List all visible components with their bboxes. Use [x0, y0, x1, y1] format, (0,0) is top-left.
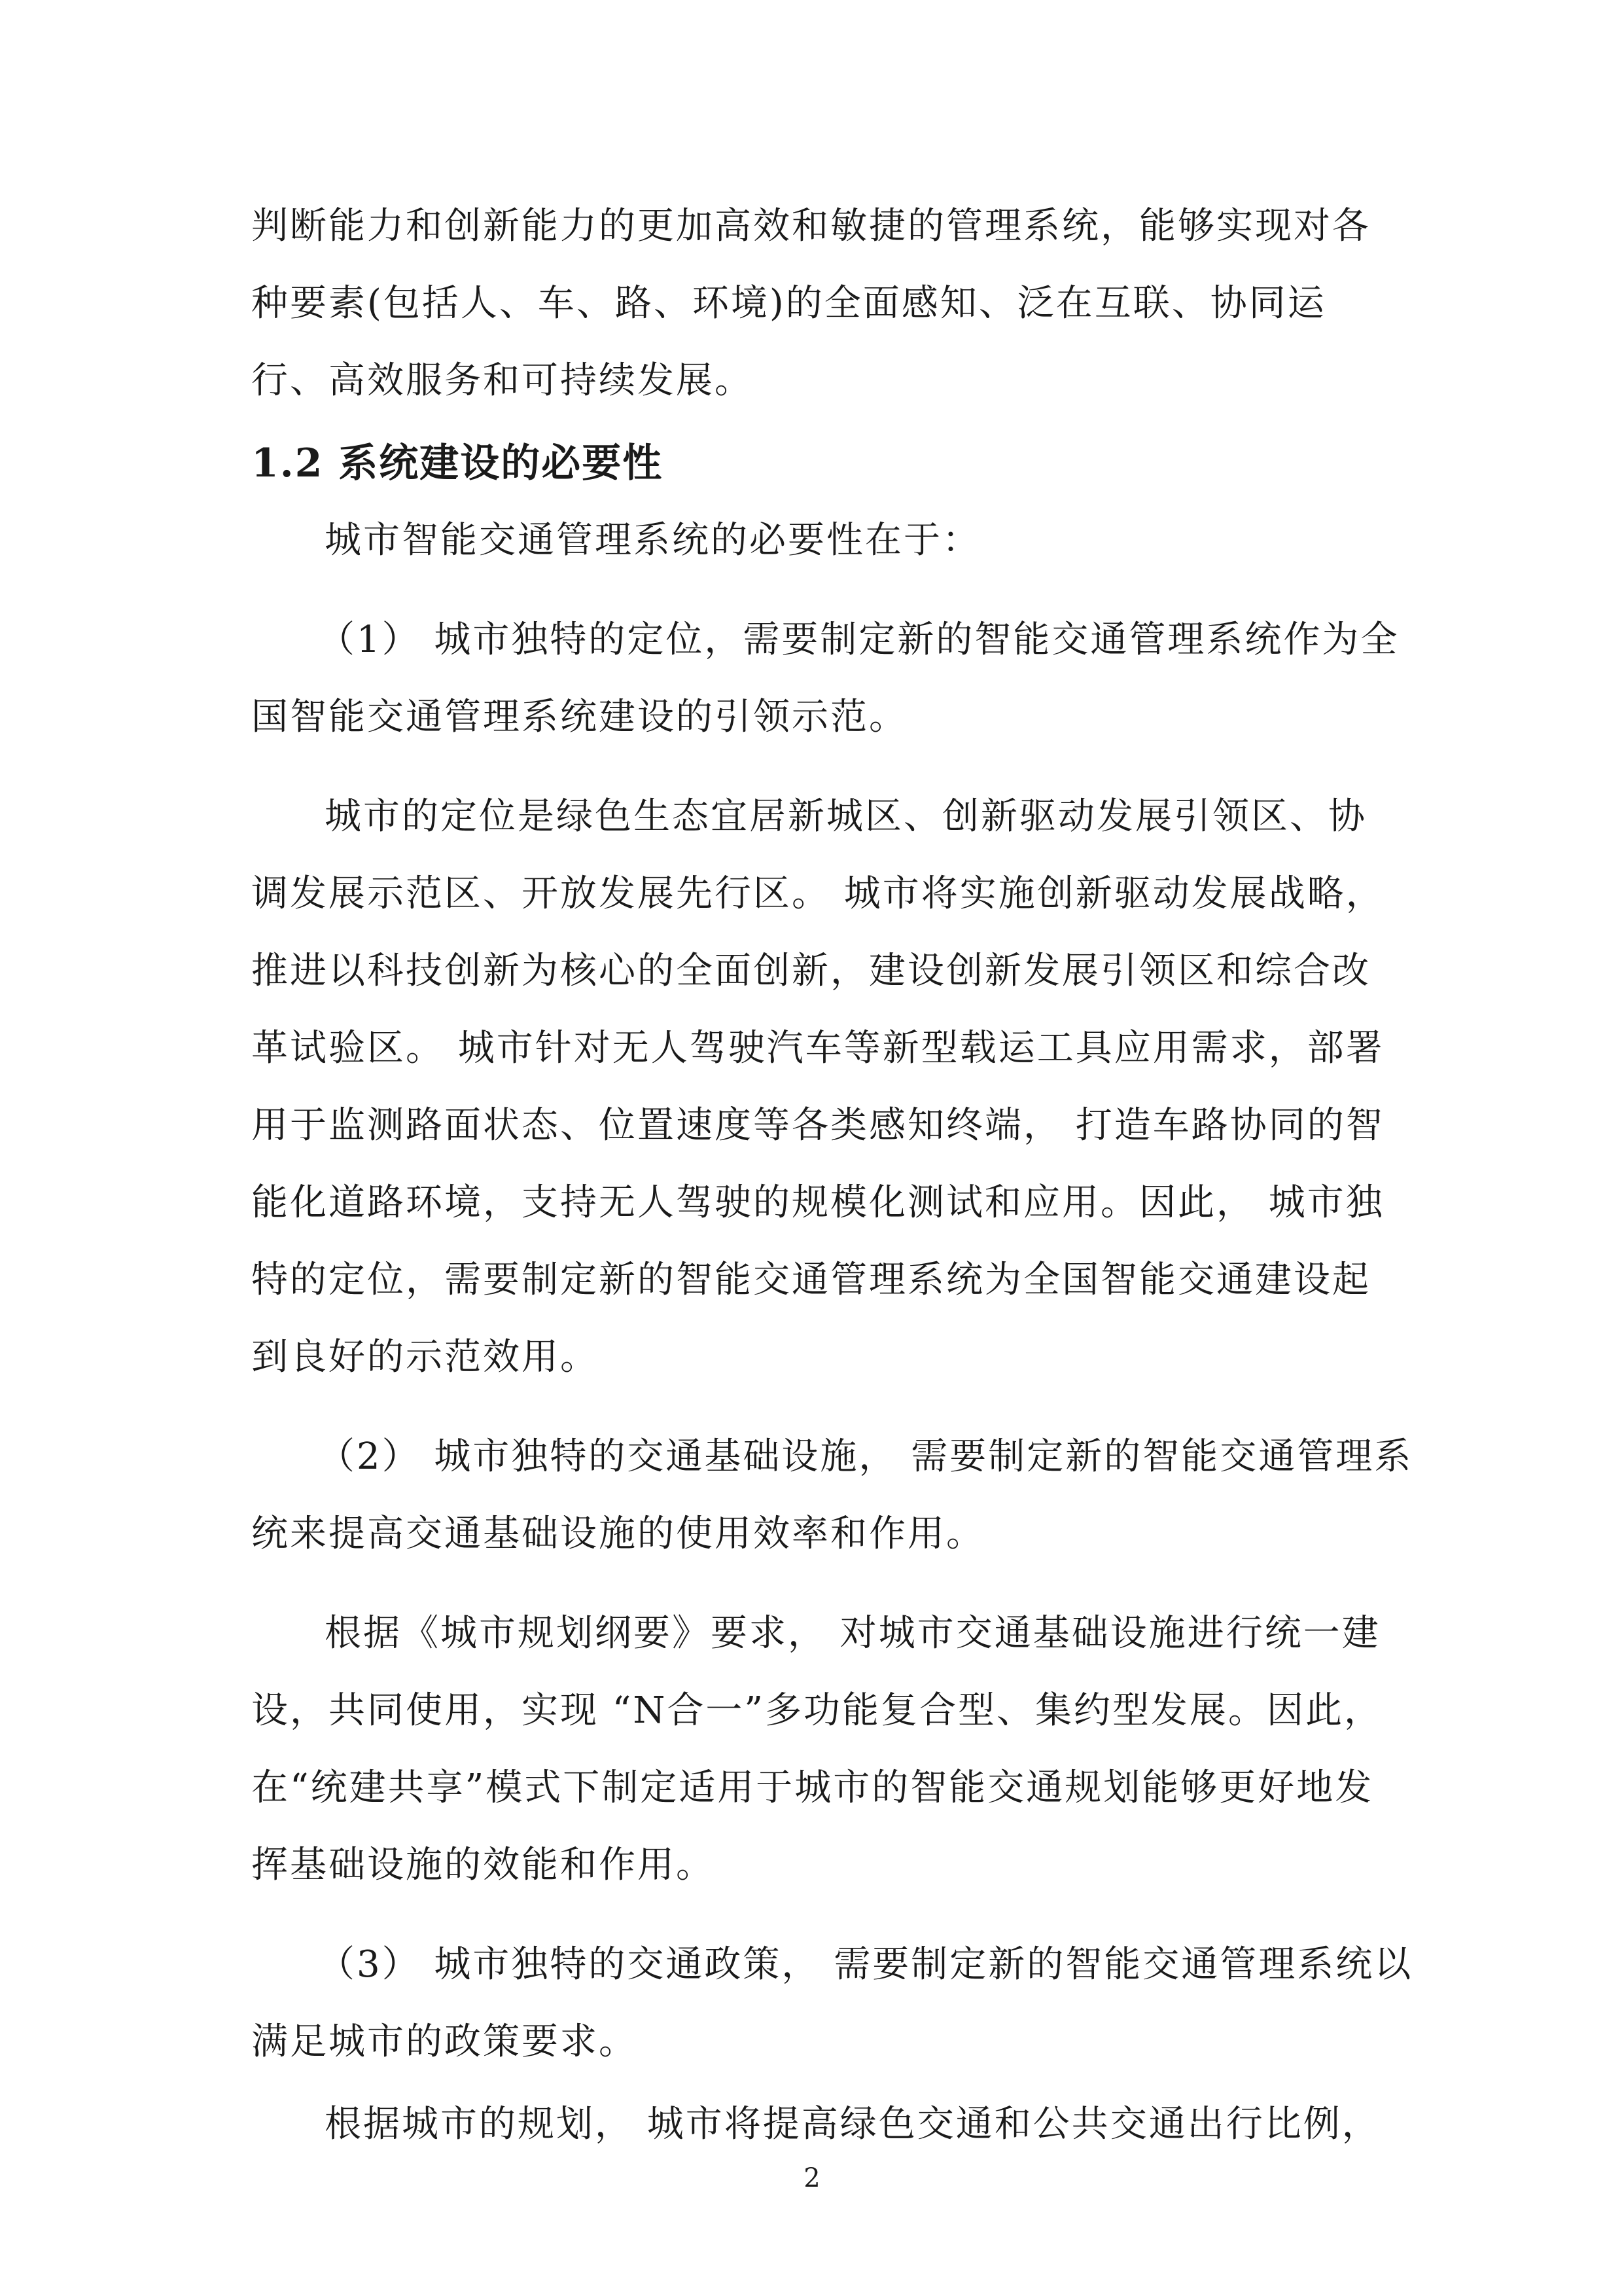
paragraph-line: 设，共同使用，实现 “N合一”多功能复合型、集约型发展。因此， — [251, 1689, 1383, 1732]
paragraph-line: 调发展示范区、开放发展先行区。 城市将实施创新驱动发展战略， — [251, 872, 1385, 915]
paragraph-line: 满足城市的政策要求。 — [251, 2020, 637, 2063]
paragraph-line: 统来提高交通基础设施的使用效率和作用。 — [251, 1513, 985, 1555]
paragraph-line: 到良好的示范效用。 — [251, 1336, 599, 1378]
paragraph-line: 判断能力和创新能力的更加高效和敏捷的管理系统，能够实现对各 — [251, 205, 1371, 247]
paragraph-line: 革试验区。 城市针对无人驾驶汽车等新型载运工具应用需求，部署 — [251, 1027, 1385, 1069]
paragraph-line: 种要素(包括人、车、路、环境)的全面感知、泛在互联、协同运 — [251, 282, 1326, 325]
paragraph-line: 推进以科技创新为核心的全面创新，建设创新发展引领区和综合改 — [251, 950, 1371, 992]
section-heading: 1.2 系统建设的必要性 — [251, 440, 663, 486]
paragraph-line: 挥基础设施的效能和作用。 — [251, 1844, 715, 1886]
paragraph-line: （2） 城市独特的交通基础设施， 需要制定新的智能交通管理系 — [318, 1435, 1413, 1478]
paragraph-line: 能化道路环境，支持无人驾驶的规模化测试和应用。因此， 城市独 — [251, 1181, 1385, 1224]
paragraph-line: 城市智能交通管理系统的必要性在于： — [325, 519, 981, 562]
paragraph-line: 根据城市的规划， 城市将提高绿色交通和公共交通出行比例， — [325, 2103, 1381, 2145]
paragraph-line: 根据《城市规划纲要》要求， 对城市交通基础设施进行统一建 — [325, 1612, 1381, 1655]
page-number: 2 — [803, 2163, 821, 2193]
paragraph-line: 用于监测路面状态、位置速度等各类感知终端， 打造车路协同的智 — [251, 1104, 1385, 1147]
paragraph-line: 特的定位，需要制定新的智能交通管理系统为全国智能交通建设起 — [251, 1259, 1371, 1301]
paragraph-line: 城市的定位是绿色生态宜居新城区、创新驱动发展引领区、协 — [325, 795, 1367, 838]
paragraph-line: （1） 城市独特的定位，需要制定新的智能交通管理系统作为全 — [318, 619, 1400, 661]
paragraph-line: 行、高效服务和可持续发展。 — [251, 359, 753, 402]
paragraph-line: 在“统建共享”模式下制定适用于城市的智能交通规划能够更好地发 — [251, 1767, 1374, 1809]
paragraph-line: （3） 城市独特的交通政策， 需要制定新的智能交通管理系统以 — [318, 1943, 1413, 1986]
paragraph-line: 国智能交通管理系统建设的引领示范。 — [251, 696, 908, 738]
